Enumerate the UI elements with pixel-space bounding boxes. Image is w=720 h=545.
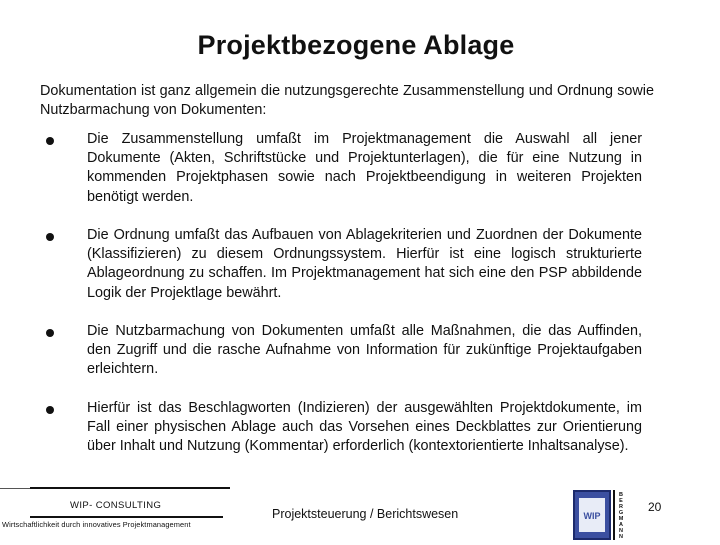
svg-text:R: R <box>619 504 623 510</box>
bullet-text: Die Ordnung umfaßt das Aufbauen von Ablagekriterien und Zuordnen der Dokumente (Klassifizieren) zu diesem Ordnungssystem. Hierfür ist eine logisch strukturierte Ablageordnung zu schaffen. Im Projektmanagement hat sich eine den PSP abbildende Logik der Projektlage bewährt. <box>87 227 642 301</box>
wip-bergmann-logo <box>571 488 631 540</box>
company-name: WIP- CONSULTING <box>70 500 162 511</box>
svg-text:E: E <box>619 498 623 504</box>
bullet-text: Die Nutzbarmachung von Dokumenten umfaßt alle Maßnahmen, die das Auffinden, den Zugriff und die rasche Aufnahme von Information für zukünftige Projektaufgaben erleichtern. <box>87 323 642 378</box>
footer-divider <box>30 487 230 489</box>
company-slogan: Wirtschaftlichkeit durch innovatives Projektmanagement <box>2 520 191 529</box>
intro-paragraph: Dokumentation ist ganz allgemein die nutzungsgerechte Zusammenstellung und Ordnung sowie Nutzbarmachung von Dokumenten: <box>40 83 654 118</box>
bullet-dot-icon <box>46 329 54 337</box>
svg-text:M: M <box>618 516 624 522</box>
svg-text:A: A <box>619 522 623 528</box>
bullet-dot-icon <box>46 137 54 145</box>
footer-divider-left <box>0 488 30 489</box>
svg-text:G: G <box>618 510 624 516</box>
svg-text:N: N <box>619 534 623 540</box>
svg-text:B: B <box>619 492 623 498</box>
svg-text:N: N <box>619 528 623 534</box>
bullet-dot-icon <box>46 406 54 414</box>
bullet-dot-icon <box>46 233 54 241</box>
footer-section-title: Projektsteuerung / Berichtswesen <box>272 507 459 521</box>
page-number: 20 <box>648 500 662 514</box>
logo-text: WIP <box>583 511 601 521</box>
bullet-text: Die Zusammenstellung umfaßt im Projektmanagement die Auswahl all jener Dokumente (Akten, Schriftstücke und Projektunterlagen), die für eine Nutzung in kommenden Projektphasen sowie nach Projektbeendigung in weiteren Projekten benötigt werden. <box>87 131 642 205</box>
bullet-text: Hierfür ist das Beschlagworten (Indizieren) der ausgewählten Projektdokumente, im Fall einer physischen Ablage auch das Vorsehen eines Deckblattes zur Orientierung über Inhalt und Nutzung (Kommentar) erforderlich (kontextorientierte Inhaltsanalyse). <box>87 400 642 455</box>
slide-title: Projektbezogene Ablage <box>197 30 515 60</box>
company-underline <box>30 516 223 518</box>
